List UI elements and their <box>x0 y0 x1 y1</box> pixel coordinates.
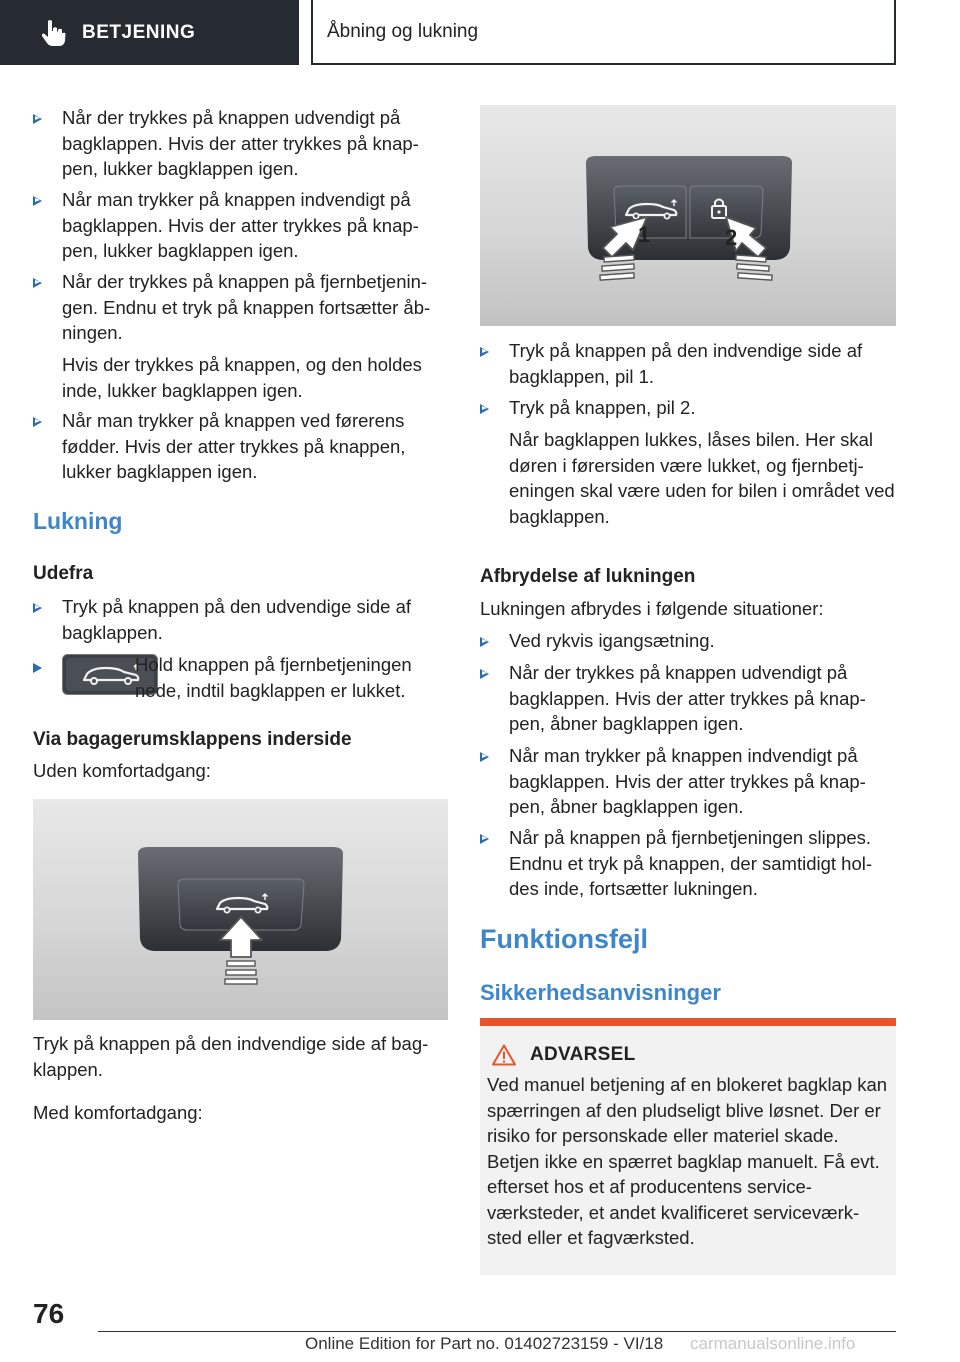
bullet-triangle-icon <box>33 663 42 673</box>
note-text: Hvis der trykkes på knappen, og den holdes inde, lukker bagklappen igen. <box>62 354 422 401</box>
footer-edition: Online Edition for Part no. 01402723159 - VI/18 <box>305 1334 664 1353</box>
warning-box <box>480 1018 896 1275</box>
list-item: Når på knappen på fjernbetjeningen slippes. Endnu et tryk på knappen, der samtidigt hol‐des inde, fortsætter lukningen. <box>480 825 896 902</box>
tailgate-comfort-buttons-photo <box>480 105 896 326</box>
warning-title: ADVARSEL <box>530 1044 636 1065</box>
footer-divider <box>98 1331 896 1332</box>
warning-body: Ved manuel betjening af en blokeret bagklap kan spærringen af den pludseligt blive løsnet. Der er risiko for personskade eller materiel skade. Betjen ikke en spærret bagklap manuelt. Få evt. efterset hos et af producentens service‐værksteder, et andet kvalificeret serviceværk‐sted eller et fagværksted. <box>487 1074 888 1248</box>
list-item: Når der trykkes på knappen på fjernbetjenin‐gen. Endnu et tryk på knappen fortsætter åb‐ningen. <box>33 269 448 346</box>
bullet-triangle-icon <box>480 834 489 844</box>
paragraph: Lukningen afbrydes i følgende situationer: <box>480 598 824 619</box>
list-item: Når man trykker på knappen indvendigt på bagklappen. Hvis der atter trykkes på knap‐pen, åbner bagklappen igen. <box>480 743 896 820</box>
bullet-triangle-icon <box>33 603 42 613</box>
tailgate-inner-button-photo <box>33 799 448 1020</box>
bullet-triangle-icon <box>480 752 489 762</box>
bullet-triangle-icon <box>480 669 489 679</box>
list-item: Tryk på knappen, pil 2. <box>480 395 896 421</box>
bullet-triangle-icon <box>480 637 489 647</box>
page-number: 76 <box>33 1298 65 1329</box>
header-section-title: BETJENING <box>82 21 196 43</box>
paragraph: Med komfortadgang: <box>33 1102 203 1123</box>
bullet-triangle-icon <box>33 114 42 124</box>
watermark: carmanualsonline.info <box>690 1334 856 1353</box>
list-item: Tryk på knappen på den indvendige side af bagklappen, pil 1. <box>480 338 896 389</box>
warning-triangle-icon <box>492 1044 516 1066</box>
list-item: Ved rykvis igangsætning. <box>480 628 896 654</box>
list-item: Når man trykker på knappen indvendigt på bagklappen. Hvis der atter trykkes på knap‐pen, lukker bagklappen igen. <box>33 187 448 264</box>
header-section-tab <box>0 0 299 65</box>
section-heading: Lukning <box>33 508 123 534</box>
section-heading: Funktionsfejl <box>480 924 648 954</box>
hand-pointer-icon <box>40 19 66 47</box>
list-item: Hold knappen på fjernbetjeningen nede, indtil bagklappen er lukket. <box>33 654 448 696</box>
photo-caption: Tryk på knappen på den indvendige side af bag‐klappen. <box>33 1033 429 1080</box>
subheading: Afbrydelse af lukningen <box>480 566 696 587</box>
list-item: Når der trykkes på knappen udvendigt på bagklappen. Hvis der atter trykkes på knap‐pen, lukker bagklappen igen. <box>33 105 448 182</box>
arrow-label-1: 1 <box>638 222 651 247</box>
bullet-triangle-icon <box>33 278 42 288</box>
list-item: Når der trykkes på knappen udvendigt på bagklappen. Hvis der atter trykkes på knap‐pen, åbner bagklappen igen. <box>480 660 896 737</box>
subheading: Udefra <box>33 563 94 584</box>
subheading: Via bagagerumsklappens inderside <box>33 729 352 750</box>
list-item: Når man trykker på knappen ved førerens fødder. Hvis der atter trykkes på knappen, lukker bagklappen igen. <box>33 408 448 485</box>
list-item: Tryk på knappen på den udvendige side af bagklappen. <box>33 594 448 645</box>
subsection-heading: Sikkerhedsanvisninger <box>480 980 721 1005</box>
bullet-triangle-icon <box>480 404 489 414</box>
bullet-triangle-icon <box>33 417 42 427</box>
paragraph: Uden komfortadgang: <box>33 760 211 781</box>
bullet-triangle-icon <box>33 196 42 206</box>
header-chapter-box <box>311 0 896 65</box>
note-text: Når bagklappen lukkes, låses bilen. Her skal døren i førersiden være lukket, og fjernbetj‐eningen skal være uden for bilen i området ved bagklappen. <box>509 429 895 527</box>
bullet-triangle-icon <box>480 347 489 357</box>
arrow-label-2: 2 <box>725 225 738 250</box>
header-chapter-title: Åbning og lukning <box>327 20 479 42</box>
